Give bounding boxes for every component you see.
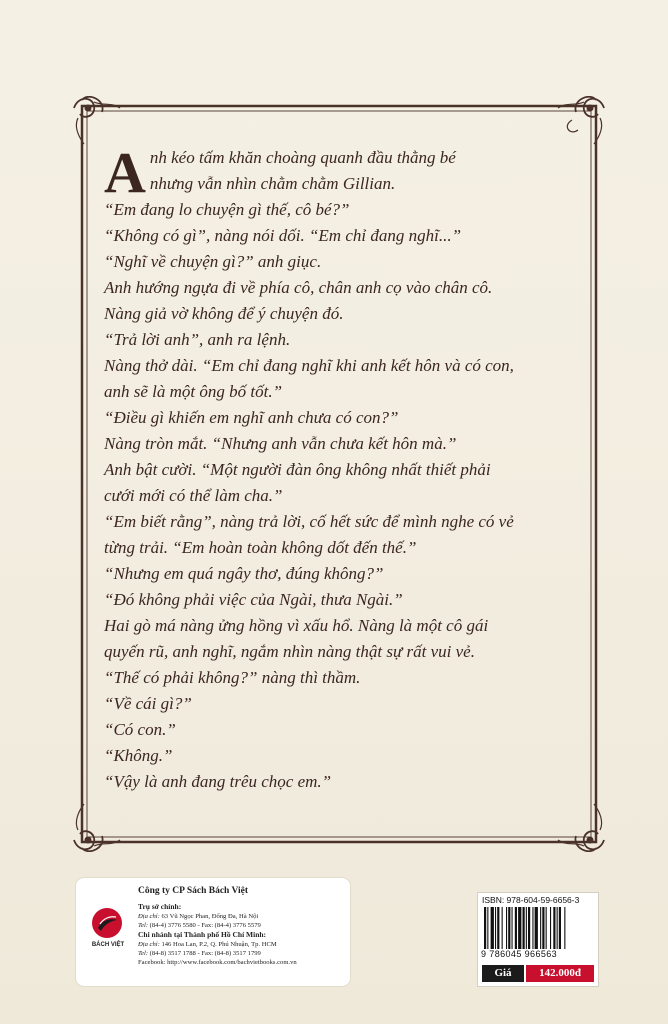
logo-circle-icon [92,908,122,938]
excerpt-line: “Không.” [104,746,173,765]
excerpt-line: “Trả lời anh”, anh ra lệnh. [104,330,291,349]
publisher-info-card [76,878,350,986]
price-label: Giá [482,965,524,982]
isbn-number: ISBN: 978-604-59-6656-3 [482,895,580,905]
excerpt-line: Hai gò má nàng ửng hồng vì xấu hổ. Nàng là một cô gái [104,616,489,635]
isbn-barcode-label [478,893,598,986]
excerpt-opening [104,140,584,205]
excerpt-line: quyến rũ, anh nghĩ, ngắm nhìn nàng thật sự rất vui vẻ. [104,642,475,661]
barcode-digits: 9 786045 966563 [481,949,558,959]
excerpt-line: Anh bật cười. “Một người đàn ông không nhất thiết phải [104,460,491,479]
excerpt-line: “Có con.” [104,720,176,739]
excerpt-line: “Em đang lo chuyện gì thế, cô bé?” [104,200,350,219]
branch-phone: Tel: (84-8) 3517 1788 - Fax: (84-8) 3517 1799 [138,950,261,957]
excerpt-line: nhưng vẫn nhìn chằm chằm Gillian. [149,174,396,193]
excerpt-line: từng trải. “Em hoàn toàn không dốt đến thế.” [104,538,417,557]
barcode-icon [482,907,594,949]
logo-wordmark: BÁCH VIỆT [91,942,125,948]
excerpt-line: “Đó không phải việc của Ngài, thưa Ngài.” [104,590,403,609]
story-excerpt [104,140,584,795]
excerpt-line: “Vậy là anh đang trêu chọc em.” [104,772,332,791]
book-swoosh-icon [92,908,122,938]
excerpt-line: nh kéo tấm khăn choàng quanh đầu thằng bé [149,148,456,167]
drop-cap: A [104,140,146,205]
hq-address: Địa chỉ: 63 Vũ Ngọc Phan, Đống Đa, Hà Nội [138,913,259,920]
excerpt-line: Anh hướng ngựa đi về phía cô, chân anh cọ vào chân cô. [104,278,493,297]
branch-address: Địa chỉ: 146 Hoa Lan, P.2, Q. Phú Nhuận, Tp. HCM [138,941,277,948]
excerpt-line: “Thế có phải không?” nàng thì thầm. [104,668,361,687]
hq-heading: Trụ sở chính: [138,902,182,911]
excerpt-line: Nàng thở dài. “Em chỉ đang nghĩ khi anh kết hôn và có con, [104,356,514,375]
excerpt-line: Nàng giả vờ không để ý chuyện đó. [104,304,344,323]
price-tag [482,965,594,982]
excerpt-line: “Nhưng em quá ngây thơ, đúng không?” [104,564,384,583]
facebook-link: Facebook: http://www.facebook.com/bachvietbooks.com.vn [138,959,297,966]
publisher-logo [88,908,126,956]
publisher-name: Công ty CP Sách Bách Việt [138,886,249,896]
excerpt-line: “Về cái gì?” [104,694,192,713]
excerpt-line: “Không có gì”, nàng nói dối. “Em chỉ đang nghĩ...” [104,226,462,245]
hq-phone: Tel: (84-4) 3776 5580 - Fax: (84-4) 3776 5579 [138,922,261,929]
excerpt-line: anh sẽ là một ông bố tốt.” [104,382,283,401]
branch-heading: Chi nhánh tại Thành phố Hồ Chí Minh: [138,930,267,939]
excerpt-line: “Nghĩ về chuyện gì?” anh giục. [104,252,322,271]
excerpt-line: “Em biết rằng”, nàng trả lời, cố hết sức để mình nghe có vẻ [104,512,514,531]
publisher-details [138,886,344,967]
excerpt-line: cưới mới có thể làm cha.” [104,486,283,505]
price-value: 142.000đ [526,965,594,982]
excerpt-line: Nàng tròn mắt. “Nhưng anh vẫn chưa kết hôn mà.” [104,434,457,453]
excerpt-line: “Điều gì khiến em nghĩ anh chưa có con?” [104,408,399,427]
